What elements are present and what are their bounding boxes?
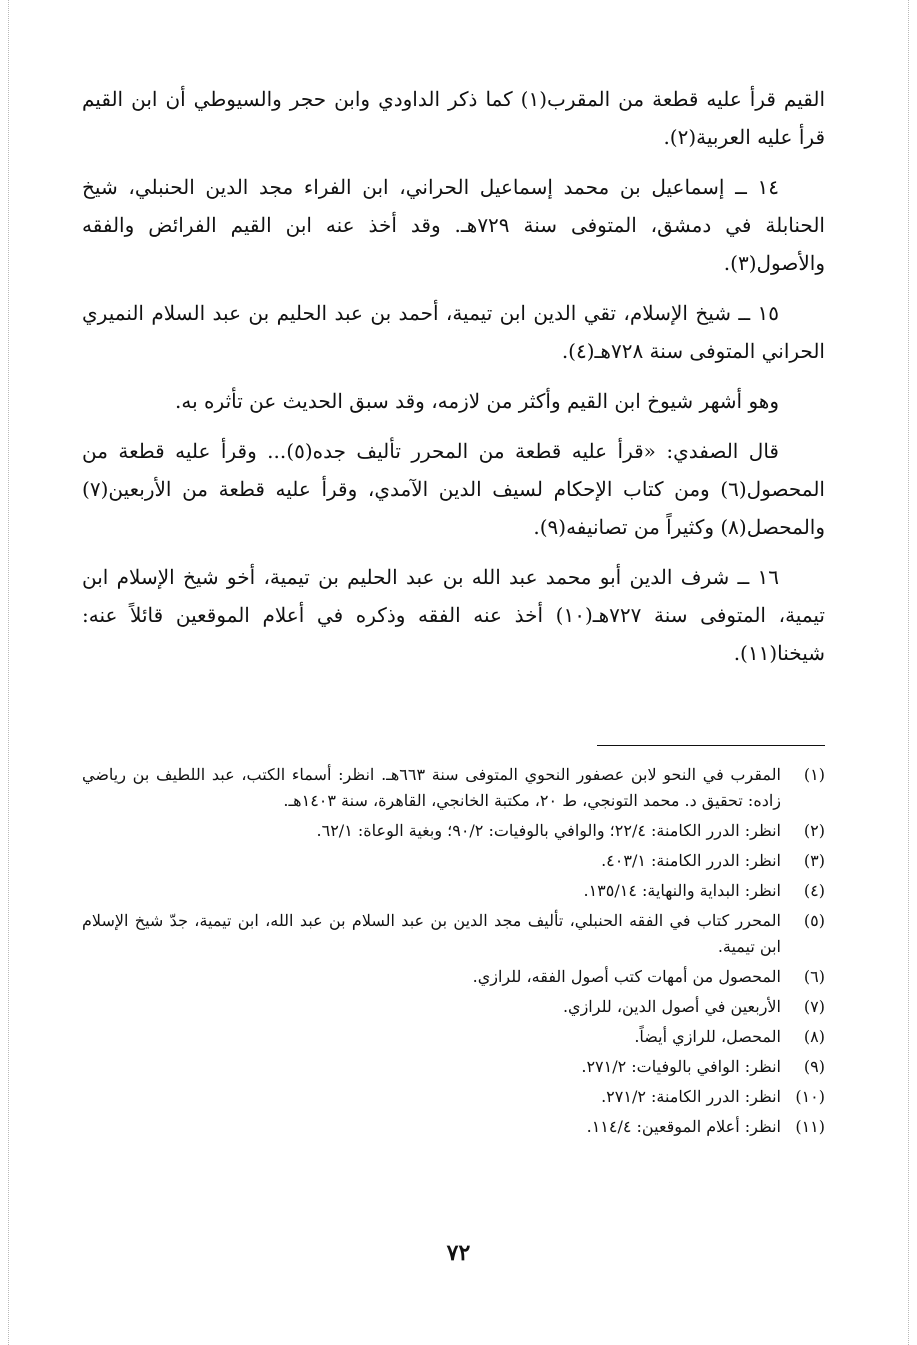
paragraph-continuation: القيم قرأ عليه قطعة من المقرب(١) كما ذكر الداودي وابن حجر والسيوطي أن ابن القيم قرأ عليه العربية(٢). [82,87,825,149]
page-body [82,80,825,684]
footnote-separator [597,745,825,746]
footnote: (٩) انظر: الوافي بالوفيات: ٢٧١/٢. [581,1057,825,1076]
footnotes [82,762,825,1144]
paragraph-influence: وهو أشهر شيوخ ابن القيم وأكثر من لازمه، وقد سبق الحديث عن تأثره به. [175,389,779,413]
paragraph-teacher-14: ١٤ ــ إسماعيل بن محمد إسماعيل الحراني، ابن الفراء مجد الدين الحنبلي، شيخ الحنابلة في دمشق، المتوفى سنة ٧٢٩هـ. وقد أخذ عنه ابن القيم الفرائض والفقه والأصول(٣). [82,175,825,275]
paragraph-safadi-quote: قال الصفدي: «قرأ عليه قطعة من المحرر تأليف جده(٥)... وقرأ عليه قطعة من المحصول(٦) ومن كتاب الإحكام لسيف الدين الآمدي، وقرأ عليه قطعة من الأربعين(٧) والمحصل(٨) وكثيراً من تصانيفه(٩). [82,439,825,539]
footnote: (٨) المحصل، للرازي أيضاً. [634,1027,825,1046]
footnote: (٣) انظر: الدرر الكامنة: ٤٠٣/١. [601,851,825,870]
footnote: (٧) الأربعين في أصول الدين، للرازي. [562,997,825,1016]
paragraph-teacher-15: ١٥ ــ شيخ الإسلام، تقي الدين ابن تيمية، أحمد بن عبد الحليم بن عبد السلام النميري الحراني المتوفى سنة ٧٢٨هـ(٤). [82,301,825,363]
footnote: (١) المقرب في النحو لابن عصفور النحوي المتوفى سنة ٦٦٣هـ. انظر: أسماء الكتب، عبد اللطيف بن رياضي زاده: تحقيق د. محمد التونجي، ط ٢٠، مكتبة الخانجي، القاهرة، سنة ١٤٠٣هـ. [82,765,825,810]
margin-dots-right [908,0,909,1345]
footnote: (٢) انظر: الدرر الكامنة: ٢٢/٤؛ والوافي بالوفيات: ٩٠/٢؛ وبغية الوعاة: ٦٢/١. [316,821,825,840]
footnote: (١١) انظر: أعلام الموقعين: ١١٤/٤. [586,1117,825,1136]
paragraph-teacher-16: ١٦ ــ شرف الدين أبو محمد عبد الله بن عبد الحليم بن تيمية، أخو شيخ الإسلام ابن تيمية، المتوفى سنة ٧٢٧هـ(١٠) أخذ عنه الفقه وذكره في أعلام الموقعين قائلاً عنه: شيخنا(١١). [82,565,825,665]
page-number: ٧٢ [446,1240,471,1266]
footnote: (٥) المحرر كتاب في الفقه الحنبلي، تأليف مجد الدين بن عبد السلام بن عبد الله، ابن تيمية، جدّ شيخ الإسلام ابن تيمية. [82,911,825,956]
footnote: (٤) انظر: البداية والنهاية: ١٣٥/١٤. [583,881,825,900]
footnote: (١٠) انظر: الدرر الكامنة: ٢٧١/٢. [601,1087,825,1106]
margin-dots-left [8,0,9,1345]
footnote: (٦) المحصول من أمهات كتب أصول الفقه، للرازي. [472,967,825,986]
